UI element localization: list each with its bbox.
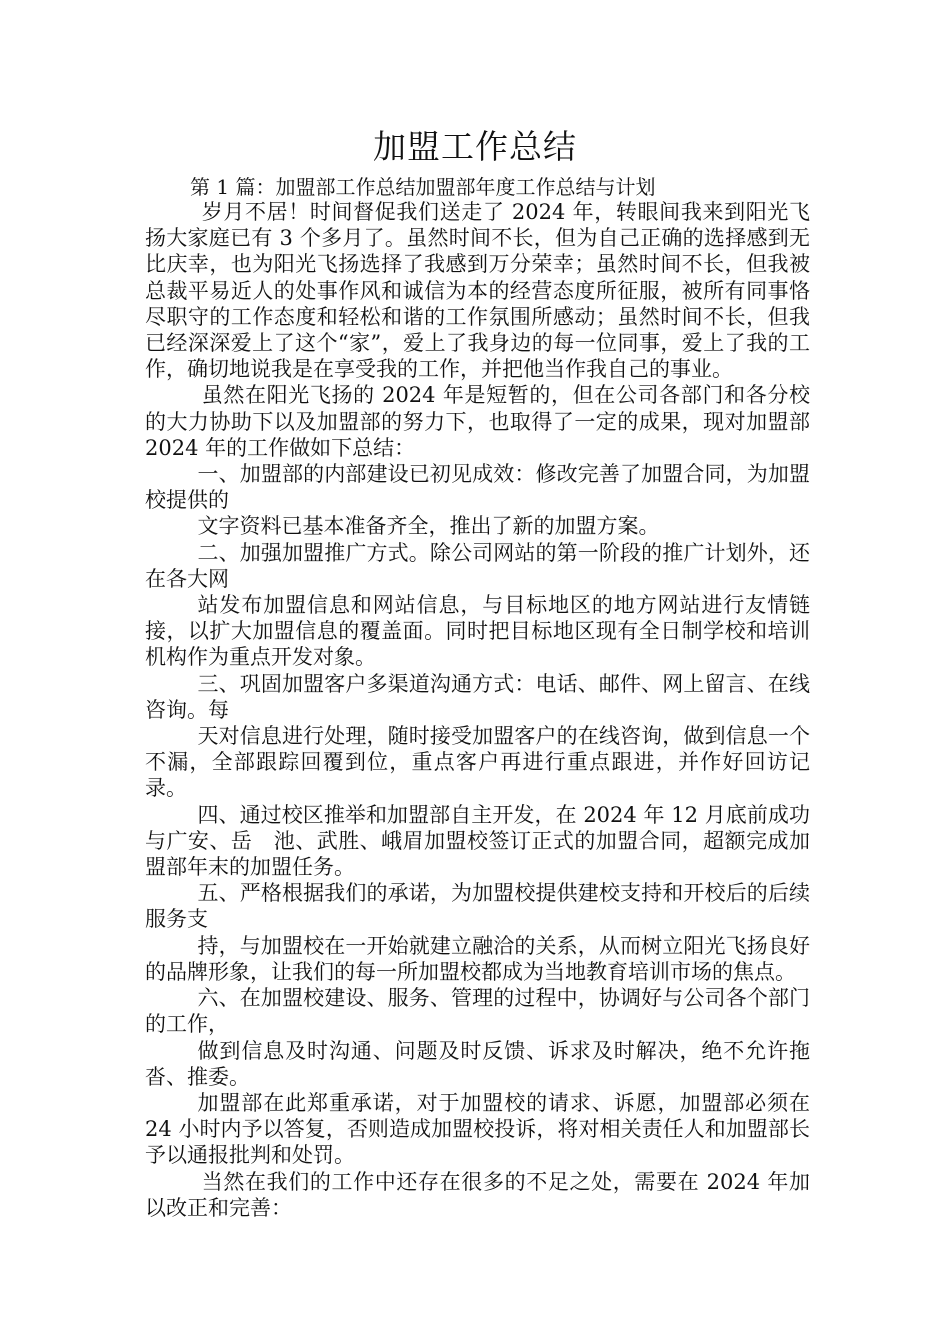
paragraph-commitment: 加盟部在此郑重承诺，对于加盟校的请求、诉愿，加盟部必须在 24 小时内予以答复，否则造成加盟校投诉，将对相关责任人和加盟部长予以通报批判和处罚。: [145, 1090, 810, 1168]
paragraph-item-5: 五、严格根据我们的承诺，为加盟校提供建校支持和开校后的后续服务支: [145, 881, 810, 932]
paragraph-item-6: 六、在加盟校建设、服务、管理的过程中，协调好与公司各个部门的工作，: [145, 986, 810, 1037]
paragraph-item-2: 二、加强加盟推广方式。除公司网站的第一阶段的推广计划外，还在各大网: [145, 540, 810, 591]
paragraph-item-1-continued: 文字资料已基本准备齐全，推出了新的加盟方案。: [197, 514, 660, 539]
paragraph-item-3: 三、巩固加盟客户多渠道沟通方式：电话、邮件、网上留言、在线咨询。每: [145, 671, 810, 722]
paragraph-item-1: 一、加盟部的内部建设已初见成效：修改完善了加盟合同，为加盟校提供的: [145, 462, 810, 513]
paragraph-item-5-continued: 持，与加盟校在一开始就建立融洽的关系，从而树立阳光飞扬良好的品牌形象，让我们的每一所加盟校都成为当地教育培训市场的焦点。: [145, 933, 810, 984]
paragraph-item-4: 四、通过校区推举和加盟部自主开发，在 2024 年 12 月底前成功与广安、岳 池、武胜、峨眉加盟校签订正式的加盟合同，超额完成加盟部年末的加盟任务。: [145, 802, 810, 880]
paragraph-item-2-continued: 站发布加盟信息和网站信息，与目标地区的地方网站进行友情链接，以扩大加盟信息的覆盖面。同时把目标地区现有全日制学校和培训机构作为重点开发对象。: [145, 593, 810, 670]
document-body: [145, 199, 810, 1221]
document-title: 加盟工作总结: [373, 127, 577, 166]
paragraph-item-6-continued: 做到信息及时沟通、问题及时反馈、诉求及时解决，绝不允许拖沓、推委。: [145, 1038, 810, 1089]
paragraph-item-3-continued: 天对信息进行处理，随时接受加盟客户的在线咨询，做到信息一个不漏，全部跟踪回覆到位，重点客户再进行重点跟进，并作好回访记录。: [145, 724, 810, 801]
paragraph-intro: 岁月不居！时间督促我们送走了 2024 年，转眼间我来到阳光飞扬大家庭已有 3 个多月了。虽然时间不长，但为自己正确的选择感到无比庆幸，也为阳光飞扬选择了我感到万分荣幸；虽然时间不长，但我被总裁平易近人的处事作风和诚信为本的经营态度所征服，被所有同事恪尽职守的工作态度和轻松和谐的工作氛围所感动；虽然时间不长，但我已经深深爱上了这个“家”，爱上了我身边的每一位同事，爱上了我的工作，确切地说我是在享受我的工作，并把他当作我自己的事业。: [145, 200, 810, 382]
paragraph-shortcomings: 当然在我们的工作中还存在很多的不足之处，需要在 2024 年加以改正和完善：: [145, 1169, 810, 1220]
paragraph-summary-intro: 虽然在阳光飞扬的 2024 年是短暂的，但在公司各部门和各分校的大力协助下以及加盟部的努力下，也取得了一定的成果，现对加盟部 2024 年的工作做如下总结：: [145, 383, 810, 460]
document-subtitle: 第 1 篇：加盟部工作总结加盟部年度工作总结与计划: [190, 175, 656, 199]
